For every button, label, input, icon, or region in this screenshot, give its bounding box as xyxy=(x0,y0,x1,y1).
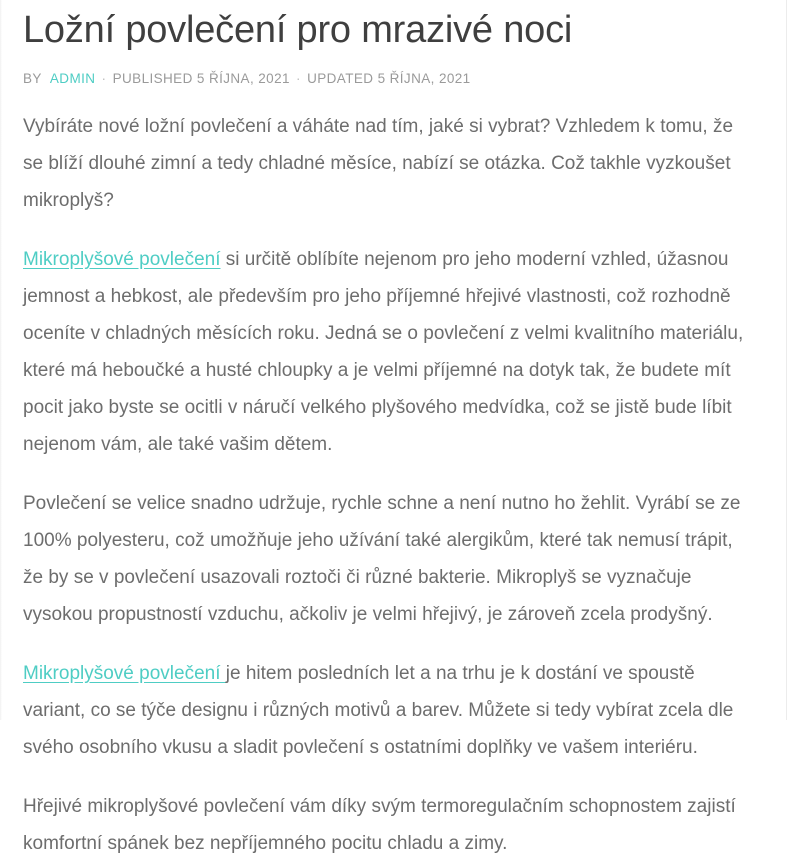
paragraph-intro: Vybíráte nové ložní povlečení a váháte nad tím, jaké si vybrat? Vzhledem k tomu, že se blíží dlouhé zimní a tedy chladné měsíce, nabízí se otázka. Což takhle vyzkoušet mikroplyš? xyxy=(23,116,734,211)
paragraph-variants-text: je hitem posledních let a na trhu je k dostání ve spoustě variant, co se týče designu i různých motivů a barev. Můžete si tedy vybírat zcela dle svého osobního vkusu a sladit povlečení s ostatními doplňky ve vašem interiéru. xyxy=(23,663,734,758)
meta-published-date: 5 ŘÍJNA, 2021 xyxy=(196,71,290,86)
meta-by-label: BY xyxy=(23,71,42,86)
meta-separator-1: · xyxy=(101,71,107,86)
page-title: Ložní povlečení pro mrazivé noci xyxy=(23,9,573,51)
paragraph-features-text: si určitě oblíbíte nejenom pro jeho moderní vzhled, úžasnou jemnost a hebkost, ale především pro jeho příjemné hřejivé vlastnosti, což rozhodně oceníte v chladných měsících roku. Jedná se o povlečení z velmi kvalitního materiálu, které má heboučké a husté chloupky a je velmi příjemné na dotyk tak, že budete mít pocit jako byste se ocitli v náručí velkého plyšového medvídka, což se jistě bude líbit nejenom vám, ale také vašim dětem. xyxy=(23,249,744,455)
microplush-bedding-link-1[interactable]: Mikroplyšové povlečení xyxy=(23,249,221,270)
entry-meta xyxy=(23,70,745,88)
meta-updated-label: UPDATED xyxy=(307,71,374,86)
paragraph-variants xyxy=(23,655,745,766)
entry-content xyxy=(23,108,745,862)
paragraph-care: Povlečení se velice snadno udržuje, rychle schne a není nutno ho žehlit. Vyrábí se ze 100% polyesteru, což umožňuje jeho užívání také alergikům, které tak nemusí trápit, že by se v povlečení usazovali roztoči či různé bakterie. Mikroplyš se vyznačuje vysokou propustností vzduchu, ačkoliv je velmi hřejivý, je zároveň zcela prodyšný. xyxy=(23,493,741,625)
meta-published-label: PUBLISHED xyxy=(112,71,193,86)
page-right-edge xyxy=(786,0,787,720)
author-link[interactable]: ADMIN xyxy=(49,71,96,86)
paragraph-features xyxy=(23,241,745,463)
paragraph-conclusion: Hřejivé mikroplyšové povlečení vám díky svým termoregulačním schopnostem zajistí komfortní spánek bez nepříjemného pocitu chladu a zimy. xyxy=(23,796,736,854)
meta-separator-2: · xyxy=(296,71,301,86)
microplush-bedding-link-2[interactable]: Mikroplyšové povlečení xyxy=(23,663,226,684)
meta-updated-date: 5 ŘÍJNA, 2021 xyxy=(377,71,471,86)
